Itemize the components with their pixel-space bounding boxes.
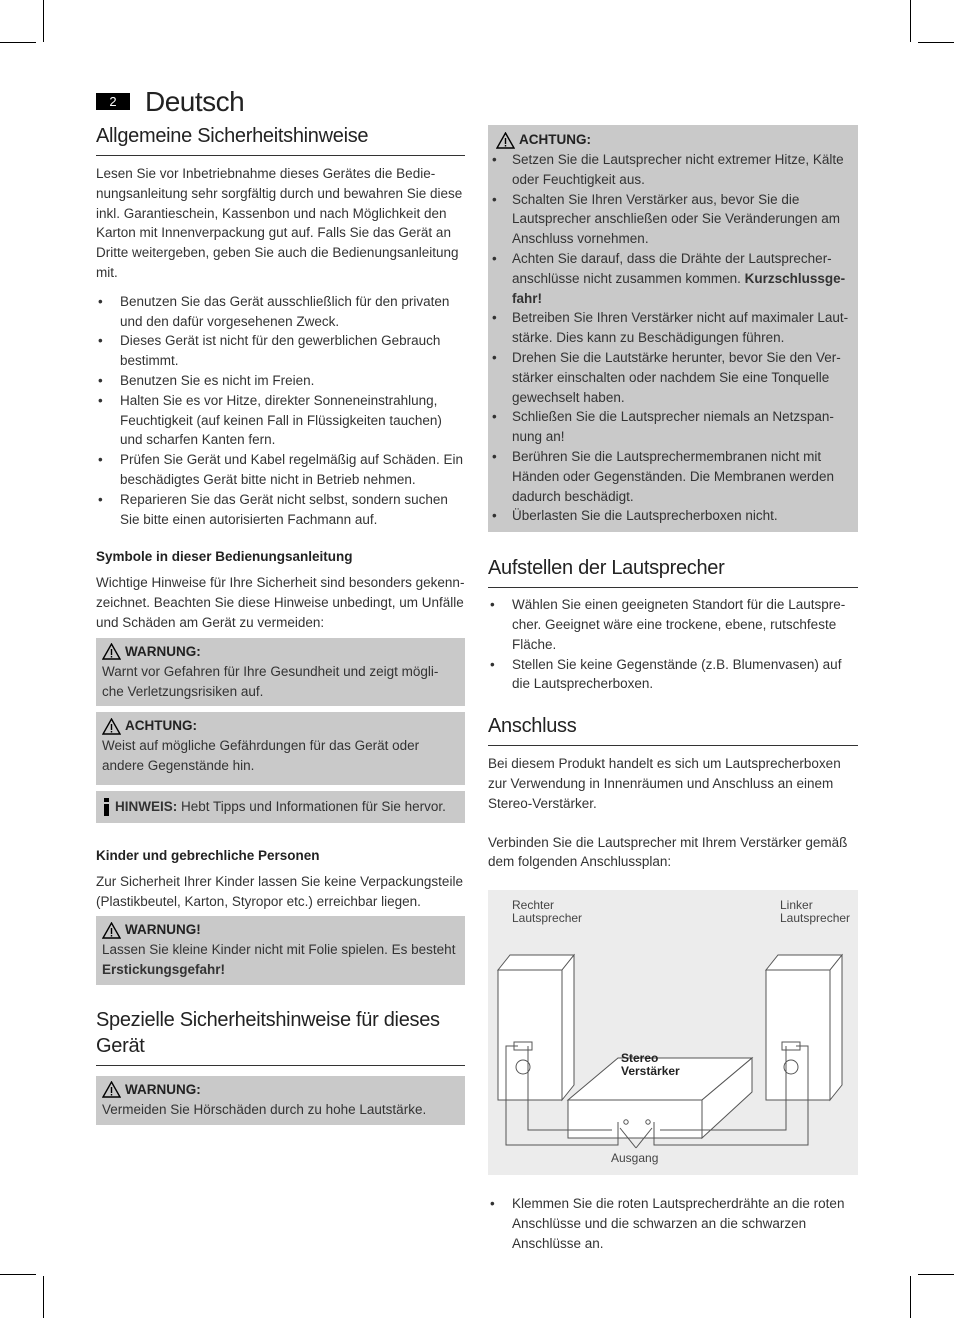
warning-triangle-icon (102, 922, 121, 939)
right-column (488, 125, 858, 1254)
hinweis-label: HINWEIS: (115, 798, 178, 814)
list-item: • Schließen Sie die Lautsprecher niemals an Netzspan-nung an! (490, 407, 850, 447)
warnung-label: WARNUNG: (125, 643, 201, 659)
warning-triangle-icon (496, 132, 515, 149)
speaker-achtung-label: ACHTUNG: (519, 132, 591, 147)
list-item: • Benutzen Sie es nicht im Freien. (96, 371, 465, 391)
list-item: • Setzen Sie die Lautsprecher nicht extremer Hitze, Kälte oder Feuchtigkeit aus. (490, 150, 850, 190)
crop-mark (43, 0, 44, 42)
crop-mark (918, 1274, 954, 1275)
hinweis-text: Hebt Tipps und Informationen für Sie hervor. (181, 798, 446, 814)
section-title-special-safety: Spezielle Sicherheitshinweise für dieses Gerät (96, 1007, 465, 1066)
connection-text-1: Bei diesem Produkt handelt es sich um Lautsprecherboxen zur Verwendung in Innenräumen und Anschluss an einem Stereo-Verstärker. (488, 756, 841, 811)
safety-list (96, 292, 465, 530)
left-column (96, 123, 465, 1125)
list-item: • Benutzen Sie das Gerät ausschließlich für den privaten und den dafür vorgesehenen Zweck. (96, 292, 465, 332)
page-number: 2 (96, 93, 130, 110)
amplifier-label: Stereo Verstärker (621, 1051, 680, 1079)
wiring-diagram (488, 890, 858, 1175)
children-warning-bold: Erstickungsgefahr! (102, 962, 226, 978)
warning-triangle-icon (102, 1081, 121, 1098)
left-speaker-box (766, 955, 842, 1100)
symbols-heading: Symbole in dieser Bedienungsanleitung (96, 549, 353, 565)
children-heading: Kinder und gebrechliche Personen (96, 847, 320, 863)
achtung-box (96, 712, 465, 785)
list-item: • Reparieren Sie das Gerät nicht selbst, sondern suchen Sie bitte einen autorisierten Fachmann auf. (96, 490, 465, 530)
section-title-connection: Anschluss (488, 713, 858, 746)
connection-diagram (488, 890, 858, 1175)
crop-mark (910, 1276, 911, 1318)
page-title: Deutsch (145, 86, 245, 117)
hearing-warning-label: WARNUNG: (125, 1081, 201, 1097)
list-item: • Schalten Sie Ihren Verstärker aus, bevor Sie die Lautsprecher anschließen oder Sie Veränderungen am Anschluss vornehmen. (490, 190, 850, 249)
crop-mark (0, 1274, 36, 1275)
hearing-warning-text: Vermeiden Sie Hörschäden durch zu hohe Lautstärke. (102, 1101, 427, 1117)
crop-mark (43, 1276, 44, 1318)
speaker-achtung-list (490, 150, 850, 526)
hearing-warning-box (96, 1076, 465, 1125)
connection-text-2: Verbinden Sie die Lautsprecher mit Ihrem Verstärker gemäß dem folgenden Anschlussplan: (488, 834, 848, 870)
warning-triangle-icon (102, 718, 121, 735)
setup-list (488, 595, 858, 694)
list-item: • Dieses Gerät ist nicht für den gewerblichen Gebrauch bestimmt. (96, 331, 465, 371)
list-item: • Betreiben Sie Ihren Verstärker nicht auf maximaler Laut-stärke. Dies kann zu Beschädigungen führen. (490, 308, 850, 348)
warning-triangle-icon (102, 643, 121, 660)
crop-mark (918, 42, 954, 43)
warnung-box (96, 638, 465, 707)
list-item: • Überlasten Sie die Lautsprecherboxen nicht. (490, 506, 850, 526)
list-item: • Halten Sie es vor Hitze, direkter Sonneneinstrahlung, Feuchtigkeit (auf keinen Fall in Flüssigkeiten tauchen) und scharfen Kanten fern. (96, 391, 465, 450)
list-item: • Stellen Sie keine Gegenstände (z.B. Blumenvasen) auf die Lautsprecherboxen. (488, 655, 858, 695)
children-text: Zur Sicherheit Ihrer Kinder lassen Sie keine Verpackungsteile (Plastikbeutel, Karton, Styropor etc.) erreichbar liegen. (96, 873, 463, 909)
crop-mark (0, 42, 36, 43)
intro-text: Lesen Sie vor Inbetriebnahme dieses Gerätes die Bedie-nungsanleitung sehr sorgfältig durch und bewahren Sie diese inkl. Garantieschein, Kassenbon und nach Möglichkeit den Karton mit Innenverpackung gut auf. Falls Sie das Gerät an Dritte weitergeben, geben Sie auch die Bedienungsanleitung mit. (96, 166, 463, 280)
achtung-text: Weist auf mögliche Gefährdungen für das Gerät oder andere Gegenstände hin. (102, 738, 420, 774)
achtung-label: ACHTUNG: (125, 718, 197, 734)
speaker-achtung-box (488, 125, 858, 532)
hinweis-box (96, 791, 465, 823)
info-icon (102, 798, 111, 816)
left-speaker-label: Linker Lautsprecher (780, 898, 851, 926)
children-warning-box (96, 916, 465, 985)
right-speaker-box (498, 955, 574, 1100)
symbols-text: Wichtige Hinweise für Ihre Sicherheit sind besonders gekenn-zeichnet. Beachten Sie diese Hinweise unbedingt, um Unfälle und Schäden am Gerät zu vermeiden: (96, 575, 465, 630)
connection-list (488, 1194, 858, 1253)
children-warning-label: WARNUNG! (125, 922, 201, 938)
section-title-setup: Aufstellen der Lautsprecher (488, 555, 858, 588)
list-item: • Wählen Sie einen geeigneten Standort für die Lautspre-cher. Geeignet wäre eine trockene, ebene, rutschfeste Fläche. (488, 595, 858, 654)
list-item: • Berühren Sie die Lautsprechermembranen nicht mit Händen oder Gegenständen. Die Membranen werden dadurch beschädigt. (490, 447, 850, 506)
warnung-text: Warnt vor Gefahren für Ihre Gesundheit und zeigt mögli-che Verletzungsrisiken auf. (102, 663, 439, 699)
output-label: Ausgang (611, 1151, 659, 1166)
crop-mark (910, 0, 911, 42)
list-item: • Prüfen Sie Gerät und Kabel regelmäßig auf Schäden. Ein beschädigtes Gerät bitte nicht in Betrieb nehmen. (96, 450, 465, 490)
list-item: • Drehen Sie die Lautstärke herunter, bevor Sie den Ver-stärker einschalten oder nachdem Sie eine Tonquelle gewechselt haben. (490, 348, 850, 407)
list-item: • Achten Sie darauf, dass die Drähte der Lautsprecher-anschlüsse nicht zusammen kommen. Kurzschlussge-fahr! (490, 249, 850, 308)
section-title-general-safety: Allgemeine Sicherheitshinweise (96, 123, 465, 156)
children-warning-text: Lassen Sie kleine Kinder nicht mit Folie spielen. Es besteht (102, 942, 456, 958)
list-item: • Klemmen Sie die roten Lautsprecherdrähte an die roten Anschlüsse und die schwarzen an die schwarzen Anschlüsse an. (488, 1194, 858, 1253)
right-speaker-label: Rechter Lautsprecher (512, 898, 583, 926)
